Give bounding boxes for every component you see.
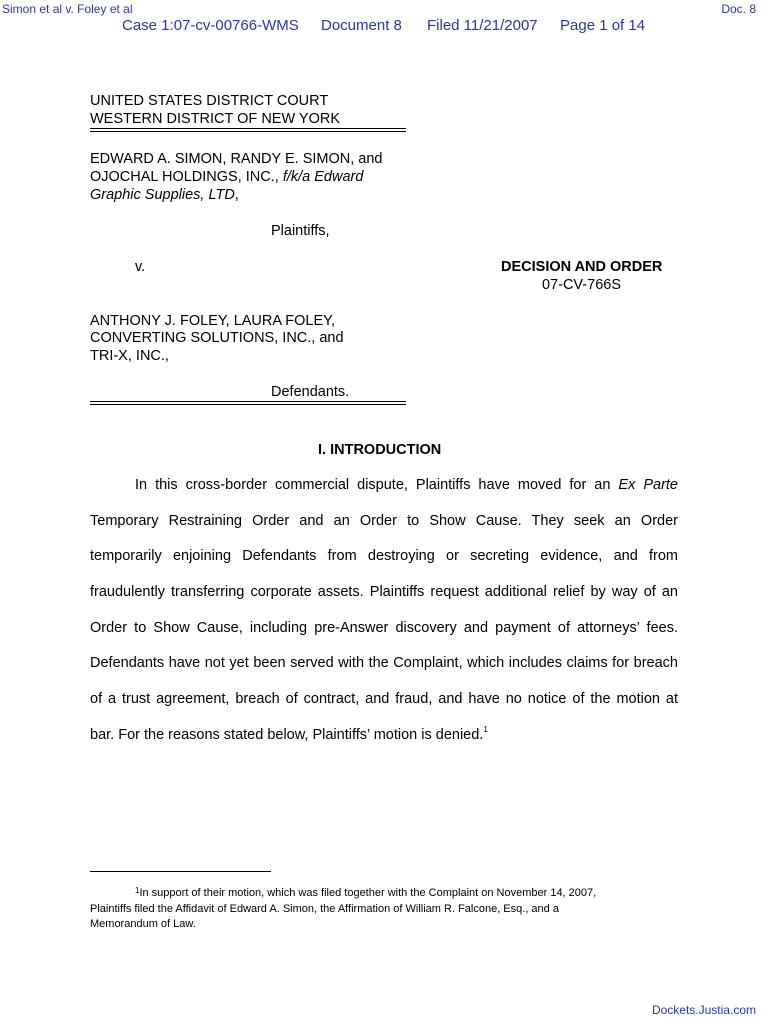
caption-top-rule-2 — [90, 131, 406, 132]
body-line-5-text: Order to Show Cause, including pre-Answer discovery and payment of attorneys’ fees. — [90, 620, 678, 636]
body-line-2 — [90, 513, 678, 529]
plaintiffs-line-2 — [90, 168, 363, 186]
body-line-4-text: fraudulently transferring corporate assets. Plaintiffs request additional relief by way of an — [90, 584, 678, 600]
body-line-8 — [90, 727, 488, 743]
case-title-link[interactable]: Simon et al v. Foley et al — [2, 2, 133, 16]
justia-source-link[interactable]: Dockets.Justia.com — [651, 1003, 756, 1017]
defendants-line-3: TRI-X, INC., — [90, 348, 169, 364]
filing-stamp-document: Document 8 — [321, 17, 402, 34]
body-line-5 — [90, 620, 678, 636]
versus: v. — [135, 259, 146, 275]
body-line-8-text: bar. For the reasons stated below, Plaintiffs’ motion is denied. — [90, 727, 484, 743]
body-line-1-text: In this cross-border commercial dispute, Plaintiffs have moved for an — [135, 477, 619, 493]
court-district: WESTERN DISTRICT OF NEW YORK — [90, 111, 341, 127]
defendants-label: Defendants. — [271, 384, 350, 400]
plaintiffs-line-1: EDWARD A. SIMON, RANDY E. SIMON, and — [90, 151, 383, 167]
decision-title: DECISION AND ORDER — [501, 259, 663, 275]
plaintiffs-line-3 — [90, 186, 239, 204]
body-line-3 — [90, 548, 678, 564]
caption-bottom-rule-1 — [90, 401, 406, 402]
caption-top-rule-1 — [90, 128, 406, 129]
body-line-1-inner — [135, 477, 678, 493]
footnote-line-2: Plaintiffs filed the Affidavit of Edward A. Simon, the Affirmation of William R. Falcone, Esq., and a — [90, 903, 559, 915]
body-line-6-text: Defendants have not yet been served with the Complaint, which includes claims for breach — [90, 655, 678, 671]
plaintiffs-line-2-text: OJOCHAL HOLDINGS, INC., — [90, 169, 283, 185]
body-line-2-text: Temporary Restraining Order and an Order to Show Cause. They seek an Order — [90, 513, 678, 529]
footnote-line-1-text: In support of their motion, which was filed together with the Complaint on November 14, 2007, — [139, 887, 597, 899]
footnote-reference[interactable]: 1 — [483, 725, 488, 734]
footnote-marker: 1 — [135, 886, 140, 895]
filing-stamp-case: Case 1:07-cv-00766-WMS — [122, 17, 299, 34]
filing-stamp-page: Page 1 of 14 — [560, 17, 646, 34]
footnote-line-3: Memorandum of Law. — [90, 918, 196, 930]
case-number: 07-CV-766S — [542, 277, 621, 293]
filing-stamp-filed: Filed 11/21/2007 — [427, 17, 538, 34]
body-line-6 — [90, 655, 678, 671]
body-line-7 — [90, 691, 678, 707]
body-line-7-text: of a trust agreement, breach of contract, and fraud, and have no notice of the motion at — [90, 691, 678, 707]
body-line-4 — [90, 584, 678, 600]
plaintiffs-line-3-tail: , — [234, 187, 239, 203]
defendants-line-2: CONVERTING SOLUTIONS, INC., and — [90, 330, 344, 346]
ex-parte-term: Ex Parte — [618, 477, 678, 493]
plaintiffs-former-name-cont: Graphic Supplies, LTD — [90, 187, 235, 203]
body-line-1 — [135, 477, 678, 493]
body-line-3-text: temporarily enjoining Defendants from destroying or secreting evidence, and from — [90, 548, 678, 564]
section-heading: I. INTRODUCTION — [318, 442, 442, 458]
footnote-separator — [90, 871, 271, 872]
caption-bottom-rule-2 — [90, 404, 406, 405]
defendants-line-1: ANTHONY J. FOLEY, LAURA FOLEY, — [90, 313, 335, 329]
footnote-line-1 — [135, 886, 596, 901]
court-name: UNITED STATES DISTRICT COURT — [90, 93, 329, 109]
doc-number-link[interactable]: Doc. 8 — [721, 2, 756, 16]
plaintiffs-label: Plaintiffs, — [271, 223, 330, 239]
plaintiffs-former-name: f/k/a Edward — [282, 169, 364, 185]
